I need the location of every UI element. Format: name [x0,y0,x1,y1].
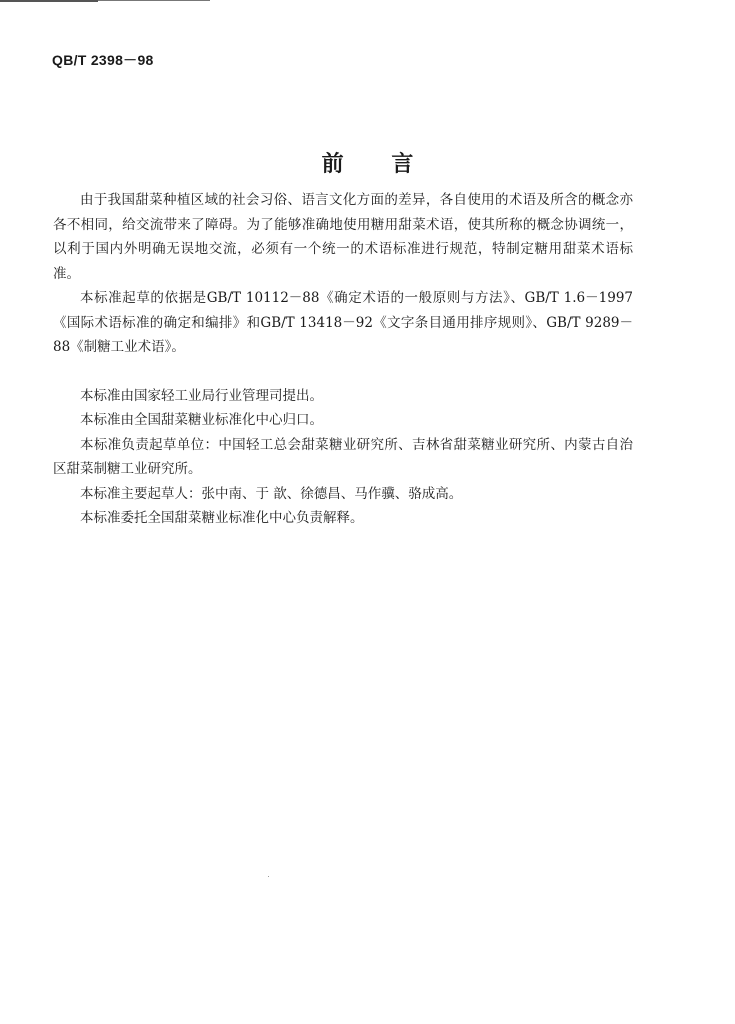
paragraph-background: 由于我国甜菜种植区域的社会习俗、语言文化方面的差异，各自使用的术语及所含的概念亦各不相同，给交流带来了障碍。为了能够准确地使用糖用甜菜术语，使其所称的概念协调统一，以利于国内外明确无误地交流，必须有一个统一的术语标准进行规范，特制定糖用甜菜术语标准。 [53,192,633,282]
page-title: 前 言 [321,151,434,177]
scan-edge-line [0,0,98,2]
paragraph-drafters: 本标准主要起草人：张中南、于 歆、徐德昌、马作骥、骆成高。 [80,485,463,502]
document-body [53,188,633,531]
scan-speck [268,876,269,877]
standard-code: QB/T 2398－98 [52,52,154,68]
paragraph-drafting-units: 本标准负责起草单位：中国轻工总会甜菜糖业研究所、吉林省甜菜糖业研究所、内蒙古自治区甜菜制糖工业研究所。 [53,436,633,477]
paragraph-proposer: 本标准由国家轻工业局行业管理司提出。 [80,387,323,404]
paragraph-centralized-unit: 本标准由全国甜菜糖业标准化中心归口。 [80,412,323,428]
paragraph-basis: 本标准起草的依据是GB/T 10112－88《确定术语的一般原则与方法》、GB/T 1.6－1997《国际术语标准的确定和编排》和GB/T 13418－92《文字条目通用排序规则》、GB/T 9289－88《制糖工业术语》。 [53,290,633,355]
scan-edge-line-thin [98,0,210,1]
paragraph-interpretation: 本标准委托全国甜菜糖业标准化中心负责解释。 [80,510,364,526]
